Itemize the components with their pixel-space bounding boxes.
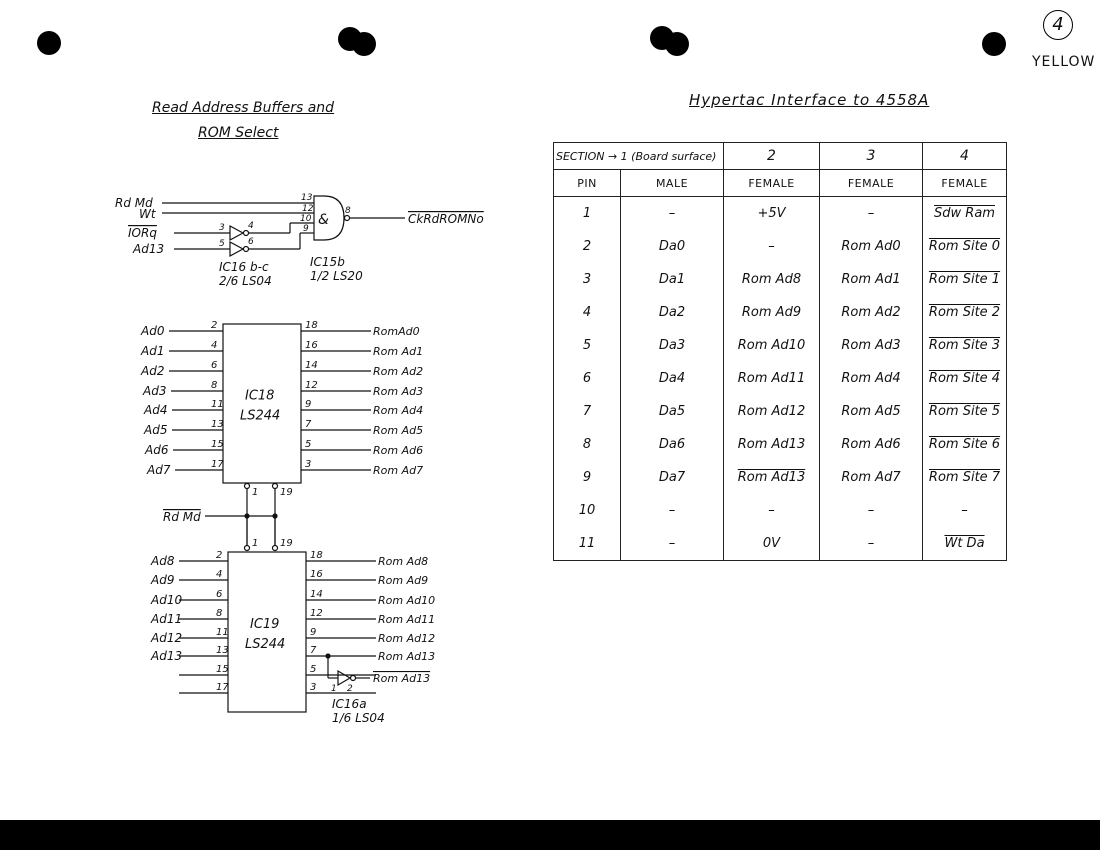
- input-label: Ad4: [144, 403, 168, 417]
- cell-text: 3: [582, 272, 592, 287]
- cell-text: 10: [578, 503, 596, 518]
- left-title-line1: Read Address Buffers and: [152, 100, 335, 116]
- page-number: 4: [1043, 10, 1073, 40]
- table-cell: [820, 329, 923, 362]
- output-label: RomAd0: [373, 325, 420, 338]
- inverter-sub: 2/6 LS04: [219, 274, 272, 288]
- pin-number: 3: [219, 223, 225, 233]
- inversion-bubble: [244, 247, 249, 252]
- pin-number: 15: [211, 439, 224, 450]
- cell-text: Rom Ad7: [841, 470, 901, 485]
- table-row: [554, 527, 1007, 561]
- table-row: [554, 230, 1007, 263]
- output-label: Rom Ad2: [373, 365, 424, 378]
- table-row: [554, 494, 1007, 527]
- table-cell: [820, 527, 923, 561]
- output-label: Rom Ad1: [373, 345, 424, 358]
- output-label: Rom Ad12: [378, 632, 436, 645]
- cell-text: +5V: [757, 206, 786, 221]
- gate-block: [115, 193, 484, 288]
- cell-text: Rom Ad1: [841, 272, 901, 287]
- pin-number: 9: [303, 224, 309, 234]
- cell-text: Da0: [658, 239, 686, 254]
- inverted-output-label: Rom Ad13: [373, 672, 431, 685]
- schematic: [0, 0, 550, 820]
- output-label: Rom Ad11: [378, 613, 436, 626]
- pin-number: 1: [331, 684, 337, 694]
- cell-text: –: [768, 239, 775, 254]
- cell-text: –: [668, 206, 676, 221]
- enable-bubble: [273, 484, 278, 489]
- table-cell: [621, 527, 724, 561]
- nand-symbol: &: [318, 212, 329, 228]
- table-cell: [554, 263, 621, 296]
- cell-text: Rom Ad6: [841, 437, 901, 452]
- cell-text: Rom Site 0: [928, 239, 1001, 254]
- header-cell: PIN: [554, 170, 621, 197]
- cell-text: Rom Ad10: [737, 338, 806, 353]
- table-row: [554, 329, 1007, 362]
- punch-hole: [982, 32, 1006, 56]
- pin-number: 14: [305, 360, 318, 371]
- punch-hole: [665, 32, 689, 56]
- scan-border: [0, 820, 1100, 850]
- table-row: [554, 461, 1007, 494]
- table-cell: [820, 362, 923, 395]
- inverter-c: [230, 242, 243, 256]
- pin-number: 15: [216, 664, 229, 675]
- cell-text: –: [668, 536, 676, 551]
- pin-number: 2: [347, 684, 353, 694]
- ic18-name: IC18: [245, 388, 275, 404]
- table-cell: [621, 296, 724, 329]
- table-cell: [923, 263, 1007, 296]
- pin-number: 19: [280, 538, 293, 549]
- cell-text: Rom Ad9: [741, 305, 802, 320]
- ic16a-label: IC16a: [332, 697, 367, 711]
- cell-text: 6: [582, 371, 592, 386]
- cell-text: Rom Ad11: [737, 371, 806, 386]
- input-label: Ad11: [151, 612, 183, 626]
- table-cell: [621, 428, 724, 461]
- input-label: Ad7: [147, 463, 171, 477]
- pin-number: 11: [216, 627, 229, 638]
- cell-text: Da2: [658, 305, 686, 320]
- cell-text: Rom Ad3: [841, 338, 901, 353]
- table-row: [554, 362, 1007, 395]
- output-label: Rom Ad13: [378, 650, 436, 663]
- enable-bubble: [245, 546, 250, 551]
- pin-number: 4: [216, 569, 223, 580]
- section-cell: 4: [923, 143, 1007, 170]
- cell-text: Da4: [658, 371, 686, 386]
- pin-number: 5: [219, 239, 225, 249]
- table-cell: [621, 395, 724, 428]
- table-cell: [724, 494, 820, 527]
- enable-bubble: [273, 546, 278, 551]
- table-cell: [724, 527, 820, 561]
- header-cell: FEMALE: [923, 170, 1007, 197]
- pin-number: 9: [305, 399, 312, 410]
- cell-text: 4: [582, 305, 592, 320]
- table-cell: [923, 230, 1007, 263]
- pin-number: 6: [211, 360, 218, 371]
- input-label: Ad5: [144, 423, 168, 437]
- pin-number: 8: [211, 380, 218, 391]
- cell-text: Sdw Ram: [934, 206, 995, 221]
- header-cell: MALE: [621, 170, 724, 197]
- cell-text: Rom Site 1: [928, 272, 1001, 287]
- inversion-bubble: [244, 231, 249, 236]
- output-label: Rom Ad5: [373, 424, 424, 437]
- cell-text: 7: [582, 404, 592, 419]
- input-label-rdmd: Rd Md: [115, 196, 153, 210]
- cell-text: Da7: [658, 470, 686, 485]
- table-cell: [554, 362, 621, 395]
- pin-number: 5: [310, 664, 317, 675]
- inverter-label: IC16 b-c: [219, 260, 269, 274]
- page-color-label: YELLOW: [1032, 54, 1096, 70]
- ic19-body: [228, 552, 306, 712]
- table-cell: [621, 263, 724, 296]
- cell-text: Rom Ad13: [737, 470, 806, 485]
- pin-number: 16: [310, 569, 323, 580]
- pin-number: 13: [211, 419, 224, 430]
- table-cell: [724, 197, 820, 231]
- pin-number: 18: [310, 550, 323, 561]
- cell-text: Rom Ad0: [841, 239, 901, 254]
- pin-number: 8: [345, 206, 351, 216]
- cell-text: 8: [582, 437, 592, 452]
- cell-text: Rom Ad8: [741, 272, 802, 287]
- cell-text: –: [768, 503, 775, 518]
- cell-text: Rom Ad13: [737, 437, 806, 452]
- cell-text: Rom Ad12: [737, 404, 806, 419]
- right-title: Hypertac Interface to 4558A: [689, 91, 930, 109]
- pin-number: 1: [252, 487, 259, 498]
- cell-text: 0V: [762, 536, 781, 551]
- pin-number: 6: [216, 589, 223, 600]
- header-cell: FEMALE: [820, 170, 923, 197]
- pin-number: 10: [300, 214, 312, 224]
- table-cell: [554, 395, 621, 428]
- table-cell: [724, 395, 820, 428]
- cell-text: Rom Ad2: [841, 305, 901, 320]
- input-label-wt: Wt: [139, 207, 156, 221]
- output-label: CkRdROMNo: [408, 212, 484, 226]
- cell-text: –: [961, 503, 968, 518]
- output-label: Rom Ad6: [373, 444, 424, 457]
- table-cell: [724, 428, 820, 461]
- enable-label: Rd Md: [163, 510, 201, 524]
- ic18-block: [140, 320, 423, 483]
- table-row: [554, 428, 1007, 461]
- cell-text: Rom Site 5: [928, 404, 1001, 419]
- pin-number: 17: [216, 682, 229, 693]
- cell-text: Da3: [658, 338, 686, 353]
- cell-text: 11: [578, 536, 596, 551]
- cell-text: Rom Site 4: [928, 371, 1001, 386]
- output-label: Rom Ad9: [378, 574, 429, 587]
- table-cell: [923, 197, 1007, 231]
- interface-table: [553, 142, 1007, 561]
- output-label: Rom Ad10: [378, 594, 436, 607]
- pin-number: 13: [301, 193, 313, 203]
- cell-text: 5: [582, 338, 592, 353]
- input-label: Ad2: [141, 364, 165, 378]
- inversion-bubble: [351, 676, 356, 681]
- pin-number: 4: [248, 221, 254, 231]
- input-label-iorq: IORq: [128, 226, 157, 240]
- pin-number: 12: [305, 380, 318, 391]
- table-cell: [621, 197, 724, 231]
- table-cell: [923, 461, 1007, 494]
- ic18-part: LS244: [240, 408, 281, 424]
- table-cell: [820, 494, 923, 527]
- table-cell: [554, 296, 621, 329]
- input-label: Ad13: [151, 649, 183, 663]
- pin-number: 3: [310, 682, 317, 693]
- table-cell: [554, 197, 621, 231]
- section-cell: 2: [724, 143, 820, 170]
- table-cell: [724, 230, 820, 263]
- table-cell: [554, 494, 621, 527]
- table-cell: [820, 395, 923, 428]
- inverter-a: [338, 671, 350, 685]
- cell-text: –: [867, 503, 875, 518]
- table-cell: [724, 329, 820, 362]
- nand-sub: 1/2 LS20: [310, 269, 363, 283]
- table-cell: [621, 461, 724, 494]
- cell-text: 1: [582, 206, 592, 221]
- section-cell: SECTION → 1 (Board surface): [554, 143, 724, 170]
- table-cell: [923, 527, 1007, 561]
- cell-text: 9: [582, 470, 592, 485]
- table-cell: [554, 461, 621, 494]
- cell-text: –: [867, 536, 875, 551]
- table-cell: [724, 296, 820, 329]
- pin-number: 16: [305, 340, 318, 351]
- table-cell: [820, 296, 923, 329]
- pin-number: 18: [305, 320, 318, 331]
- table-cell: [554, 329, 621, 362]
- table-row: [554, 263, 1007, 296]
- pin-number: 13: [216, 645, 229, 656]
- left-title-line2: ROM Select: [198, 125, 279, 141]
- pin-number: 5: [305, 439, 312, 450]
- table-row: [554, 197, 1007, 231]
- cell-text: –: [867, 206, 875, 221]
- ic18-body: [223, 324, 301, 483]
- pin-number: 8: [216, 608, 223, 619]
- output-label: Rom Ad7: [373, 464, 424, 477]
- ic19-name: IC19: [250, 617, 280, 632]
- cell-text: Wt Da: [944, 536, 985, 551]
- input-label: Ad10: [151, 593, 183, 607]
- section-row: [554, 143, 1007, 170]
- table-cell: [820, 461, 923, 494]
- table-cell: [820, 197, 923, 231]
- pin-number: 9: [310, 627, 317, 638]
- pin-number: 17: [211, 459, 224, 470]
- table-cell: [621, 230, 724, 263]
- table-cell: [923, 428, 1007, 461]
- table-row: [554, 296, 1007, 329]
- table-cell: [820, 263, 923, 296]
- input-label-ad13: Ad13: [133, 242, 165, 256]
- table-cell: [724, 362, 820, 395]
- table-cell: [621, 329, 724, 362]
- ic19-part: LS244: [245, 637, 286, 652]
- table-cell: [554, 527, 621, 561]
- cell-text: Da5: [658, 404, 686, 419]
- input-label: Ad9: [151, 573, 175, 587]
- input-label: Ad1: [141, 344, 165, 358]
- enable-bus: [163, 483, 293, 551]
- pin-number: 19: [280, 487, 293, 498]
- table-cell: [923, 362, 1007, 395]
- cell-text: Rom Site 2: [928, 305, 1001, 320]
- cell-text: Rom Site 6: [928, 437, 1001, 452]
- cell-text: Da6: [658, 437, 686, 452]
- pin-number: 2: [211, 320, 218, 331]
- table-cell: [923, 494, 1007, 527]
- table-cell: [621, 362, 724, 395]
- pin-number: 12: [302, 204, 314, 214]
- table-cell: [724, 461, 820, 494]
- pin-number: 12: [310, 608, 323, 619]
- nand-bubble: [345, 216, 350, 221]
- cell-text: –: [668, 503, 676, 518]
- pin-number: 7: [305, 419, 312, 430]
- cell-text: Rom Site 3: [928, 338, 1001, 353]
- ic16a-sub: 1/6 LS04: [332, 711, 385, 725]
- pin-number: 1: [252, 538, 259, 549]
- table-cell: [820, 230, 923, 263]
- table-cell: [923, 395, 1007, 428]
- pin-number: 4: [211, 340, 218, 351]
- input-label: Ad8: [151, 554, 175, 568]
- output-label: Rom Ad3: [373, 385, 424, 398]
- table-cell: [554, 230, 621, 263]
- table-cell: [923, 296, 1007, 329]
- cell-text: Rom Site 7: [928, 470, 1001, 485]
- table-row: [554, 395, 1007, 428]
- table-cell: [820, 428, 923, 461]
- header-cell: FEMALE: [724, 170, 820, 197]
- ic19-block: [150, 550, 435, 725]
- table-cell: [923, 329, 1007, 362]
- header-row: [554, 170, 1007, 197]
- pin-number: 14: [310, 589, 323, 600]
- output-label: Rom Ad8: [378, 555, 429, 568]
- input-label: Ad0: [141, 324, 165, 338]
- table-cell: [554, 428, 621, 461]
- cell-text: Rom Ad4: [841, 371, 901, 386]
- table-cell: [621, 494, 724, 527]
- input-label: Ad3: [143, 384, 167, 398]
- pin-number: 2: [216, 550, 223, 561]
- enable-bubble: [245, 484, 250, 489]
- pin-number: 3: [305, 459, 312, 470]
- cell-text: Rom Ad5: [841, 404, 901, 419]
- cell-text: Da1: [658, 272, 686, 287]
- nand-label: IC15b: [310, 255, 345, 269]
- pin-number: 11: [211, 399, 224, 410]
- cell-text: 2: [582, 239, 592, 254]
- input-label: Ad12: [151, 631, 183, 645]
- pin-number: 7: [310, 645, 317, 656]
- table-cell: [724, 263, 820, 296]
- inverter-b: [230, 226, 243, 240]
- input-label: Ad6: [145, 443, 169, 457]
- pin-number: 6: [248, 237, 254, 247]
- output-label: Rom Ad4: [373, 404, 424, 417]
- section-cell: 3: [820, 143, 923, 170]
